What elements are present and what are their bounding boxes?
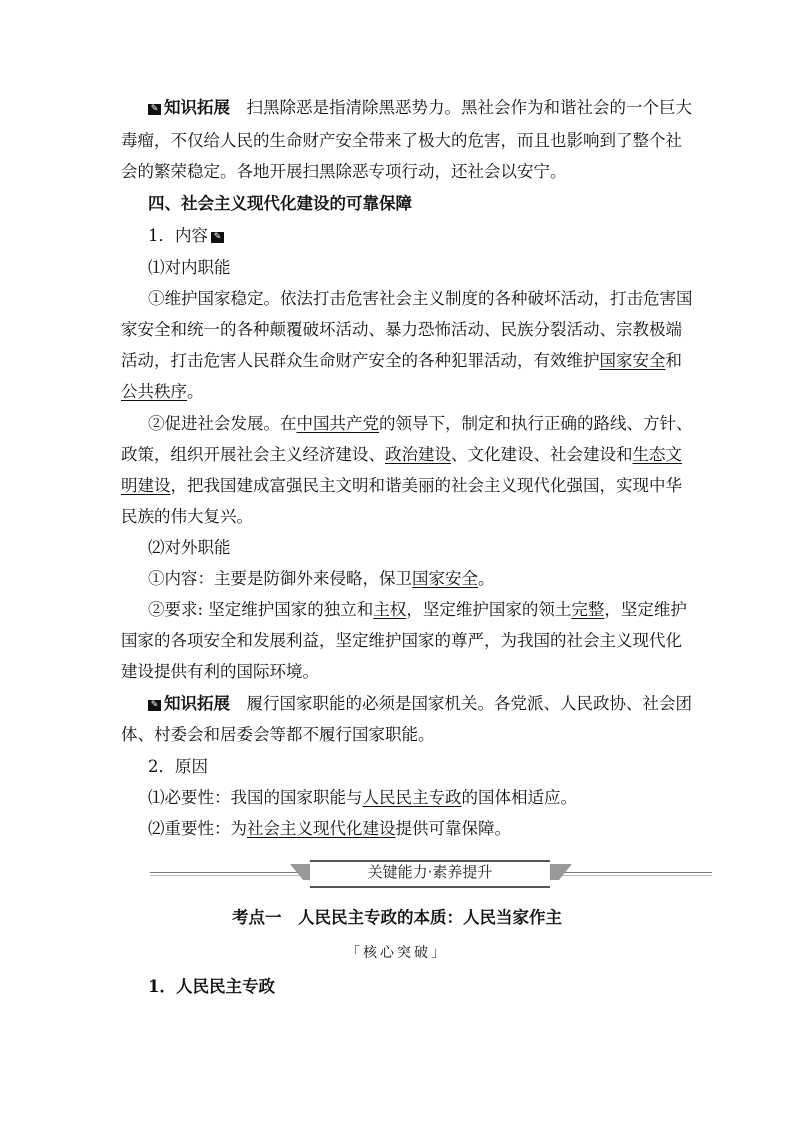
external-requirement-line-1: ②要求: 坚定维护国家的独立和主权，坚定维护国家的领土完整，坚定维护 — [148, 600, 687, 619]
reason-line-1: ⑴必要性：我国的国家职能与人民民主专政的国体相适应。 — [148, 788, 577, 807]
knowledge-tip-line-2: 毒瘤，不仅给人民的生命财产安全带来了极大的危害，而且也影响到了整个社 — [121, 131, 682, 150]
external-requirement-line-2: 国家的各项安全和发展利益，坚定维护国家的尊严，为我国的社会主义现代化 — [121, 631, 682, 650]
knowledge-tip-label: 知识拓展 — [164, 98, 230, 117]
reason-line-2: ⑵重要性：为社会主义现代化建设提供可靠保障。 — [148, 819, 511, 838]
internal-p1-line-1: ①维护国家稳定。依法打击危害社会主义制度的各种破坏活动，打击危害国 — [148, 289, 693, 308]
external-function-heading: ⑵对外职能 — [148, 538, 231, 557]
external-requirement-line-3: 建设提供有利的国际环境。 — [121, 662, 319, 681]
topic-title: 考点一 人民民主专政的本质：人民当家作主 — [232, 908, 562, 927]
internal-p2-line-4: 民族的伟大复兴。 — [121, 507, 253, 526]
knowledge-tip-line-1: ✎知识拓展 扫黑除恶是指清除黑恶势力。黑社会作为和谐社会的一个巨大 — [148, 96, 692, 120]
section-heading: 四、社会主义现代化建设的可靠保障 — [148, 194, 412, 213]
knowledge-tip-2-line-1: ✎知识拓展 履行国家职能的必须是国家机关。各党派、人民政协、社会团 — [148, 692, 692, 716]
reason-heading: 2．原因 — [148, 757, 208, 776]
internal-function-heading: ⑴对内职能 — [148, 258, 231, 277]
pencil-icon — [148, 700, 161, 711]
pencil-icon — [211, 232, 224, 243]
content-heading: 1．内容✎ — [148, 224, 224, 248]
knowledge-tip-line-3: 会的繁荣稳定。各地开展扫黑除恶专项行动，还社会以安宁。 — [121, 162, 567, 181]
knowledge-tip-label: 知识拓展 — [164, 694, 230, 713]
section-banner — [150, 860, 712, 886]
internal-p1-line-3: 活动，打击危害人民群众生命财产安全的各种犯罪活动，有效维护国家安全和 — [121, 351, 682, 370]
topic-item-1: 1．人民民主专政 — [148, 977, 275, 996]
internal-p2-line-2: 政策，组织开展社会主义经济建设、政治建设、文化建设、社会建设和生态文 — [121, 445, 682, 464]
internal-p2-line-3: 明建设，把我国建成富强民主文明和谐美丽的社会主义现代化强国，实现中华 — [121, 476, 682, 495]
external-content-line: ①内容：主要是防御外来侵略，保卫国家安全。 — [148, 569, 495, 588]
topic-subtitle: 「核心突破」 — [346, 945, 448, 961]
pencil-icon — [148, 104, 161, 115]
internal-p2-line-1: ②促进社会发展。在中国共产党的领导下，制定和执行正确的路线、方针、 — [148, 414, 693, 433]
knowledge-tip-2-line-2: 体、村委会和居委会等都不履行国家职能。 — [121, 725, 435, 744]
internal-p1-line-2: 家安全和统一的各种颠覆破坏活动、暴力恐怖活动、民族分裂活动、宗教极端 — [121, 320, 682, 339]
banner-label: 关键能力·素养提升 — [367, 863, 493, 881]
internal-p1-line-4: 公共秩序。 — [121, 382, 204, 401]
